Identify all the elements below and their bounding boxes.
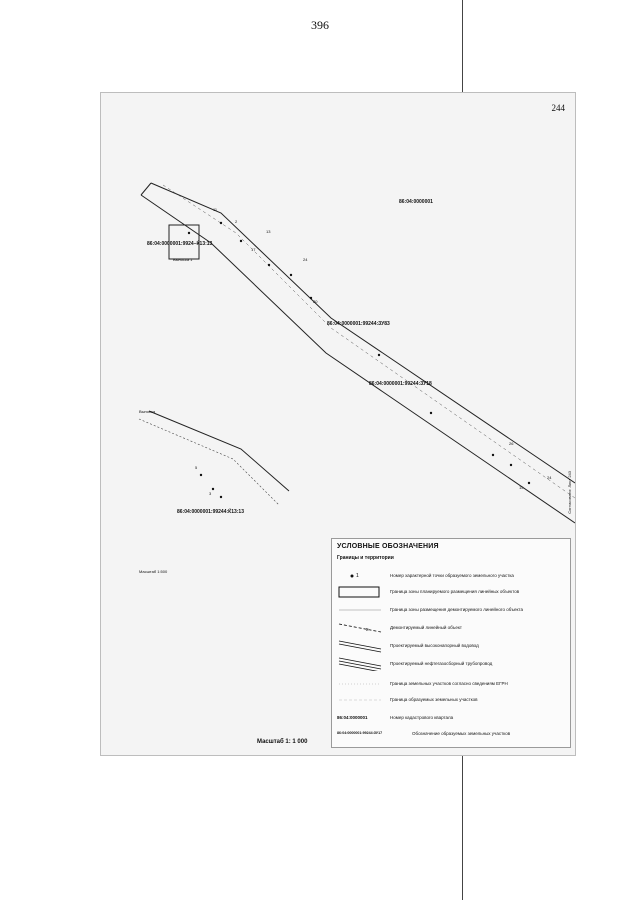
legend-item	[332, 677, 570, 691]
point-label: 26	[509, 441, 514, 446]
egrn-boundary-icon	[336, 677, 384, 691]
quarter-label: 86:04:0000001	[399, 199, 433, 205]
binding-line	[462, 754, 463, 900]
point-label: 24	[547, 475, 552, 480]
point-label: 3	[209, 491, 212, 496]
point-label: 11	[213, 207, 218, 212]
legend-text: Номер кадастрового квартала	[390, 715, 454, 720]
legend-subtitle: Границы и территории	[337, 555, 394, 561]
legend-text: Граница земельных участков согласно сведениям ЕГРН	[390, 681, 508, 686]
corridor-start-cap	[141, 183, 151, 195]
point-marker	[240, 240, 242, 242]
legend-item	[332, 639, 570, 653]
parcel-label: 86:04:0000001:99244:Ќ13:13	[177, 509, 244, 515]
legend-text: Обозначение образуемых земельных участков	[412, 731, 511, 736]
legend-text: Граница зоны размещения демонтируемого линейного объекта	[390, 607, 523, 612]
point-marker	[220, 496, 222, 498]
point-label: 20	[313, 299, 318, 304]
legend-text: Граница зоны планируемого размещения линейных объектов	[390, 589, 520, 594]
parcel-label: 86:04:0000001:9924–Ќ13:13	[147, 241, 213, 247]
legend-code: 86:04:0000001:99244:ЗУ17	[337, 731, 383, 735]
point-marker	[528, 482, 530, 484]
point-label: 17	[251, 247, 256, 252]
legend-title: УСЛОВНЫЕ ОБОЗНАЧЕНИЯ	[337, 543, 439, 550]
legend-box	[331, 538, 571, 748]
point-marker	[492, 454, 494, 456]
legend-item	[332, 585, 570, 599]
legend-text: Номер характерной точки образуемого земельного участка	[390, 573, 514, 578]
legend-code: 86:04:0000001	[337, 715, 368, 720]
point-label: 13	[266, 229, 271, 234]
point-labels	[195, 207, 552, 496]
legend-item	[332, 603, 570, 617]
point-marker	[378, 354, 380, 356]
point-label: 15	[519, 485, 524, 490]
water-pipeline-icon	[336, 639, 384, 653]
oil-pipeline-icon	[336, 657, 384, 671]
point-marker	[290, 274, 292, 276]
point-marker	[268, 264, 270, 266]
sheet-number: 244	[551, 103, 565, 113]
binding-line	[462, 0, 463, 92]
corridor-center-dashed	[163, 185, 575, 498]
parcel-label: 86:04:0000001:99244:ЗУ83	[327, 321, 390, 327]
point-marker	[220, 222, 222, 224]
legend-text: Демонтируемый линейный объект	[390, 625, 462, 630]
inset-label: Выноска 1	[173, 257, 193, 262]
legend-text: Граница образуемых земельных участков	[390, 697, 478, 702]
zone-rect-icon	[336, 585, 384, 599]
legend-text: Проектируемый высоконапорный водовод	[390, 643, 479, 648]
point-marker	[510, 464, 512, 466]
thin-line-icon	[336, 603, 384, 617]
point-label: 2	[235, 219, 238, 224]
inset-label: Выноска	[139, 409, 156, 414]
main-scale-label: Масштаб 1: 1 000	[257, 739, 308, 745]
page-number: 396	[311, 18, 329, 32]
formed-boundary-icon	[336, 693, 384, 707]
dismantled-line-icon	[336, 621, 384, 635]
legend-item	[332, 621, 570, 635]
svg-text:1: 1	[356, 573, 359, 579]
point-marker	[200, 474, 202, 476]
legend-item	[332, 569, 570, 583]
small-scale-label: Масштаб 1:500	[139, 569, 168, 574]
point-label: 5	[195, 465, 198, 470]
point-marker	[430, 412, 432, 414]
legend-item	[332, 711, 570, 725]
point-marker	[212, 488, 214, 490]
map-sheet	[100, 92, 576, 756]
legend-item	[332, 727, 570, 741]
point-marker	[310, 297, 312, 299]
legend-text: Проектируемый нефтегазосборный трубопровод	[390, 661, 493, 666]
approval-note: Согласовано: Лист 243	[567, 471, 572, 514]
inset-line-1	[149, 411, 289, 491]
point-symbol-icon	[336, 569, 384, 583]
point-markers	[188, 222, 530, 498]
svg-text:x: x	[366, 627, 369, 633]
legend-item	[332, 657, 570, 671]
legend-item	[332, 693, 570, 707]
point-marker	[188, 232, 190, 234]
point-label: 24	[303, 257, 308, 262]
parcel-label: 86:04:0000001:99244:ЗУ18	[369, 381, 432, 387]
